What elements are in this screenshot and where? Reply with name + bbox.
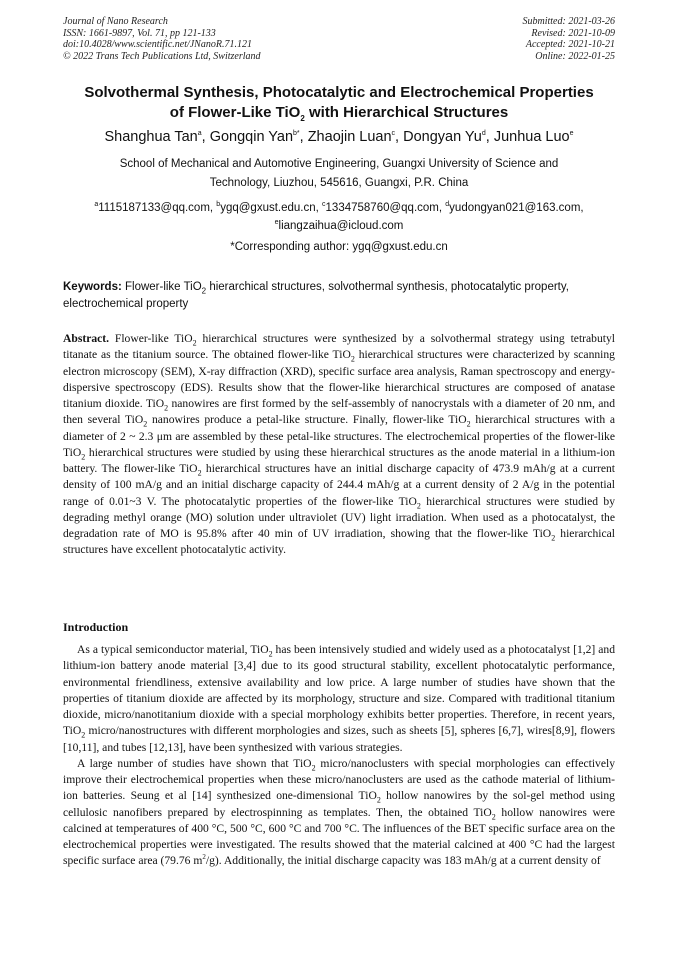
paragraph-text: micro/nanostructures with different morphologies and sizes, such as sheets [5], spheres [6,7], wires[8,9], flowers [10,11], and tubes [12,13], have been synthesized with various strategies. [63,724,615,754]
email-link[interactable]: 1115187133@qq.com [98,202,210,214]
author-name: Dongyan Yu [403,129,482,145]
paragraph-text: hollow nanowires by the sol-gel method using cellulosic nanofibers prepared by electrospinning as templates. Then, the obtained TiO [63,789,615,819]
paragraph-text: A large number of studies have shown that TiO [77,756,312,770]
email-list [60,199,618,235]
date-online: Online: 2022-01-25 [535,50,615,62]
author-name: Junhua Luo [493,129,570,145]
author [210,129,308,145]
subscript: 2 [376,795,381,805]
abstract-text: Flower-like TiO [109,332,193,345]
submission-dates [523,16,616,62]
subscript: 2 [197,468,202,478]
email-line-1 [60,199,618,217]
email-mark: b [216,201,221,209]
abstract-label: Abstract. [63,332,110,345]
author-name: Gongqin Yan [209,129,294,145]
subscript: 2 [311,763,316,773]
author-mark: e [569,130,574,138]
author-name: Shanghua Tan [104,129,198,145]
superscript: 2 [202,853,206,862]
abstract-text: hierarchical structures were studied by degrading methyl orange (MO) solution under ultraviolet (UV) light irradiation. When used as a photocatalyst, the degradation rate of MO is 95.8% after 40 min of UV irradiation, showing that the flower-like TiO [63,494,615,540]
separator: , [580,202,584,214]
keywords-label: Keywords: [63,281,122,293]
author [403,129,494,145]
keywords [63,279,615,313]
author-mark: b* [293,130,300,138]
email-mark: d [445,201,450,209]
subscript: 2 [300,114,305,123]
keywords-text: hierarchical structures, solvothermal synthesis, photocatalytic property, electrochemical property [63,281,569,310]
abstract-text: hierarchical structures have excellent photocatalytic activity. [63,527,615,557]
title-text: of Flower-Like TiO [169,104,301,121]
title-line-1: Solvothermal Synthesis, Photocatalytic and Electrochemical Properties [84,84,594,101]
separator: , [299,129,308,145]
date-accepted: Accepted: 2021-10-21 [525,39,615,50]
paper-title [40,83,638,123]
section-heading-introduction: Introduction [63,620,129,634]
email-mark: a [94,201,99,209]
separator: , [438,202,446,214]
email-link[interactable]: 1334758760@qq.com [325,202,439,214]
affiliation [60,155,618,193]
email-mark: c [322,201,326,209]
email-link[interactable]: yudongyan021@163.com [449,202,581,214]
author [104,129,209,145]
separator: , [209,202,217,214]
author-mark: a [197,130,202,138]
subscript: 2 [81,452,86,462]
journal-name: Journal of Nano Research [63,16,168,27]
paragraph-text: As a typical semiconductor material, TiO [77,643,269,656]
subscript: 2 [416,500,421,510]
abstract [63,331,615,559]
corresponding-author: *Corresponding author: ygq@gxust.edu.cn [230,241,448,253]
author-list [40,128,638,146]
subscript: 2 [466,419,471,429]
affiliation-line-1: School of Mechanical and Automotive Engineering, Guangxi University of Science and [119,158,559,170]
date-submitted: Submitted: 2021-03-26 [522,16,615,27]
separator: , [395,129,404,145]
separator: , [485,129,494,145]
subscript: 2 [81,730,86,740]
author-name: Zhaojin Luan [307,129,392,145]
paragraph [63,642,615,756]
paragraph [63,756,615,870]
subscript: 2 [164,403,169,413]
email-mark: e [274,219,279,227]
journal-info [63,16,261,62]
abstract-text: nanowires produce a petal-like structure. Finally, flower-like TiO [147,413,467,427]
subscript: 2 [143,419,148,429]
affiliation-line-2: Technology, Liuzhou, 545616, Guangxi, P.R. China [209,177,469,189]
date-revised: Revised: 2021-10-09 [531,27,615,39]
abstract-text: hierarchical structures were studied by using these hierarchical structures as the anode material in a lithium-ion battery. The flower-like TiO [63,445,615,475]
author-mark: c [391,130,396,138]
paragraph-text: /g). Additionally, the initial discharge capacity was 183 mAh/g at a current density of [205,854,601,868]
email-link[interactable]: ygq@gxust.edu.cn [220,202,316,214]
abstract-text: hierarchical structures were characterized by scanning electron microscopy (SEM), X-ray diffraction (XRD), specific surface area analysis, Raman spectroscopy and energy-dispersive spectroscopy (EDS). Results show that the flower-like hierarchical structures are composed of anatase titanium dioxide. TiO [63,348,615,410]
paragraph-text: micro/nanoclusters with special morphologies can effectively improve their electrochemical properties when these micro/nanoclusters are used as the cathode material of lithium-ion batteries. Seung et al [14] synthesized one-dimensional TiO [63,756,616,803]
journal-copyright: © 2022 Trans Tech Publications Ltd, Switzerland [63,50,261,62]
abstract-text: nanowires are first formed by the self-assembly of nanocrystals with a diameter of 20 nm, and then several TiO [63,397,616,427]
subscript: 2 [551,533,556,543]
separator: , [315,202,323,214]
journal-issn: ISSN: 1661-9897, Vol. 71, pp 121-133 [63,27,216,39]
subscript: 2 [268,649,273,659]
title-line-2 [40,103,638,123]
abstract-text: hierarchical structures with a diameter of 2 ~ 2.3 μm are assembled by these petal-like structures. The electrochemical properties of the flower-like TiO [63,413,615,459]
author-mark: d [481,130,486,138]
separator: , [201,129,210,145]
journal-doi[interactable]: doi:10.4028/www.scientific.net/JNanoR.71.121 [63,39,252,50]
subscript: 2 [192,338,197,348]
author [308,129,403,145]
paragraph-text: has been intensively studied and widely used as a photocatalyst [1,2] and lithium-ion battery anode material [3,4] due to its good structural stability, excellent photocatalytic performance, environmental friendliness, extensive availability and low price. A large number of studies have shown that the properties of titanium dioxide are affected by its morphology, structure and size. Compared with traditional titanium dioxide, micro/nanotitanium dioxide with a special morphology exhibits better properties. Therefore, in recent years, TiO [63,643,615,738]
subscript: 2 [350,354,355,364]
subscript: 2 [201,286,207,296]
keywords-text: Flower-like TiO [121,281,202,293]
subscript: 2 [491,811,496,821]
email-link[interactable]: liangzaihua@icloud.com [278,220,404,232]
paragraph-text: hollow nanowires were calcined at temperatures of 400 °C, 500 °C, 600 °C and 700 °C. The influences of the BET specific surface area on the electrochemical properties were investigated. The results showed that the material calcined at 400 °C had the largest specific surface area (79.76 m [63,805,616,868]
email-line-2 [60,217,618,235]
introduction-body [63,642,615,870]
abstract-text: hierarchical structures were synthesized by a solvothermal strategy using tetrabutyl titanate as the titanium source. The obtained flower-like TiO [63,332,616,362]
title-text: with Hierarchical Structures [304,104,509,121]
abstract-text: hierarchical structures have an initial discharge capacity of 473.9 mAh/g at a current density of 100 mA/g and an initial discharge capacity of 244.4 mAh/g at a current density of 2 A/g in the potential range of 0.01~3 V. The photocatalytic properties of the flower-like TiO [63,462,615,508]
author [494,129,574,145]
